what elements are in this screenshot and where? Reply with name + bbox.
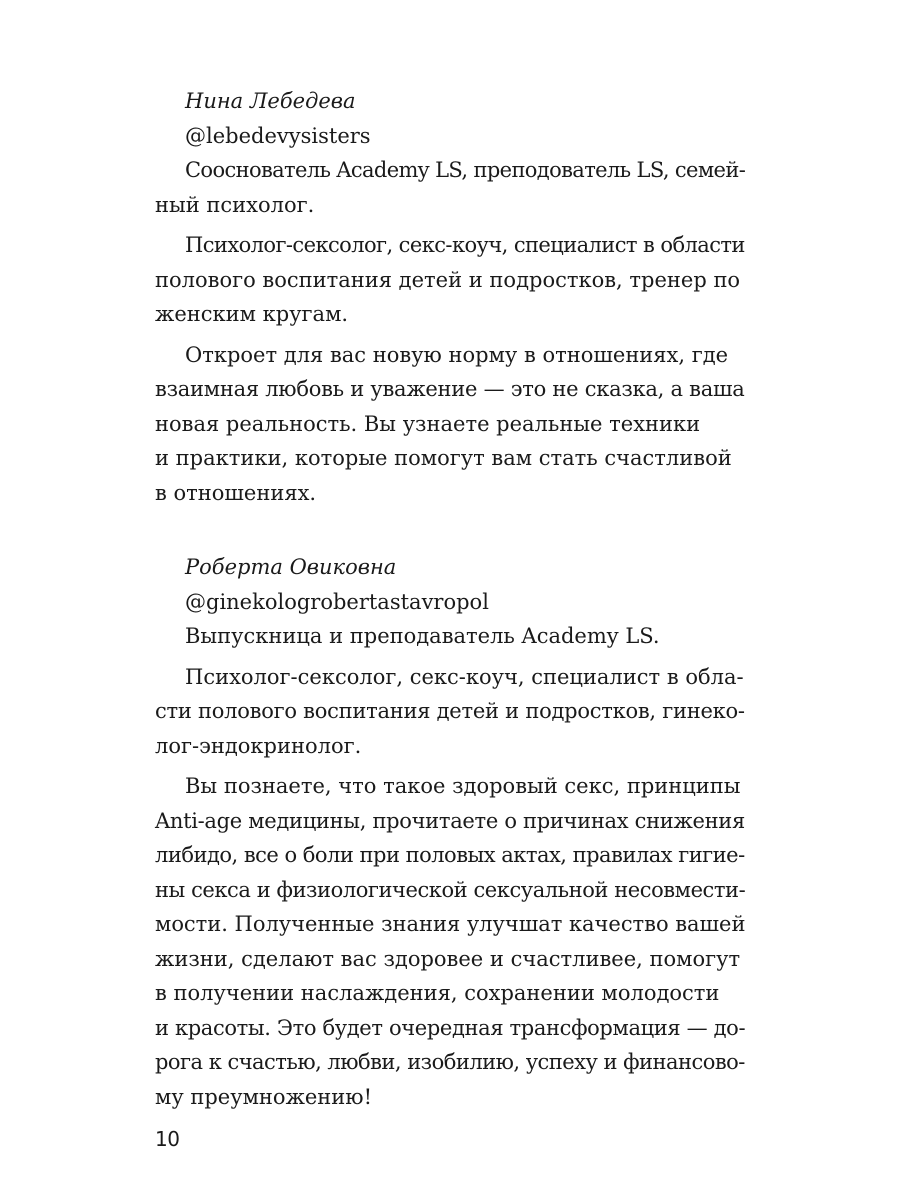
text-line: му преумножению!: [155, 1084, 373, 1109]
text-line: в получении наслаждения, сохранении молодости: [155, 981, 720, 1005]
text-line: либидо, все о боли при половых актах, правилах гигие-: [155, 843, 745, 867]
author-name: Нина Лебедева: [185, 89, 356, 113]
paragraph: [155, 338, 745, 511]
text-line: мости. Полученные знания улучшат качество вашей: [155, 912, 746, 936]
text-line: Выпускница и преподаватель Academy LS.: [185, 624, 660, 648]
text-line: ный психолог.: [155, 192, 315, 217]
paragraph: [155, 769, 745, 1114]
text-line: Anti-age медицины, прочитаете о причинах снижения: [155, 808, 745, 833]
paragraph: [155, 228, 745, 332]
page-number: 10: [155, 1127, 180, 1151]
author-name: Роберта Овиковна: [185, 555, 397, 579]
text-line: рога к счастью, любви, изобилию, успеху и финансово-: [155, 1050, 745, 1074]
text-line: новая реальность. Вы узнаете реальные техники: [155, 411, 701, 436]
author-handle: @ginekologrobertastavropol: [185, 589, 489, 614]
paragraph: [155, 619, 745, 654]
text-line: взаимная любовь и уважение — это не сказка, а ваша: [155, 377, 745, 401]
text-line: Сооснователь Academy LS, преподователь LS, семей-: [185, 158, 746, 182]
text-line: жизни, сделают вас здоровее и счастливее, помогут: [155, 946, 741, 971]
paragraph: [155, 660, 745, 764]
page-text: [155, 84, 745, 1114]
text-line: Вы познаете, что такое здоровый секс, принципы: [185, 774, 741, 798]
text-line: женским кругам.: [155, 302, 349, 326]
text-line: Откроет для вас новую норму в отношениях, где: [185, 342, 729, 367]
paragraph: [155, 153, 745, 222]
text-line: полового воспитания детей и подростков, тренер по: [155, 267, 741, 292]
text-line: ны секса и физиологической сексуальной несовмести-: [155, 877, 746, 902]
text-line: и красоты. Это будет очередная трансформация — до-: [155, 1015, 746, 1040]
text-line: лог-эндокринолог.: [155, 733, 362, 758]
text-line: сти полового воспитания детей и подростков, гинеко-: [155, 699, 745, 723]
author-section: [155, 84, 745, 510]
text-line: и практики, которые помогут вам стать счастливой: [155, 446, 732, 470]
author-section: [155, 550, 745, 1114]
author-handle: @lebedevysisters: [185, 123, 371, 148]
text-line: в отношениях.: [155, 480, 317, 505]
text-line: Психолог-сексолог, секс-коуч, специалист в обла-: [185, 664, 744, 689]
text-line: Психолог-сексолог, секс-коуч, специалист в области: [185, 233, 745, 257]
